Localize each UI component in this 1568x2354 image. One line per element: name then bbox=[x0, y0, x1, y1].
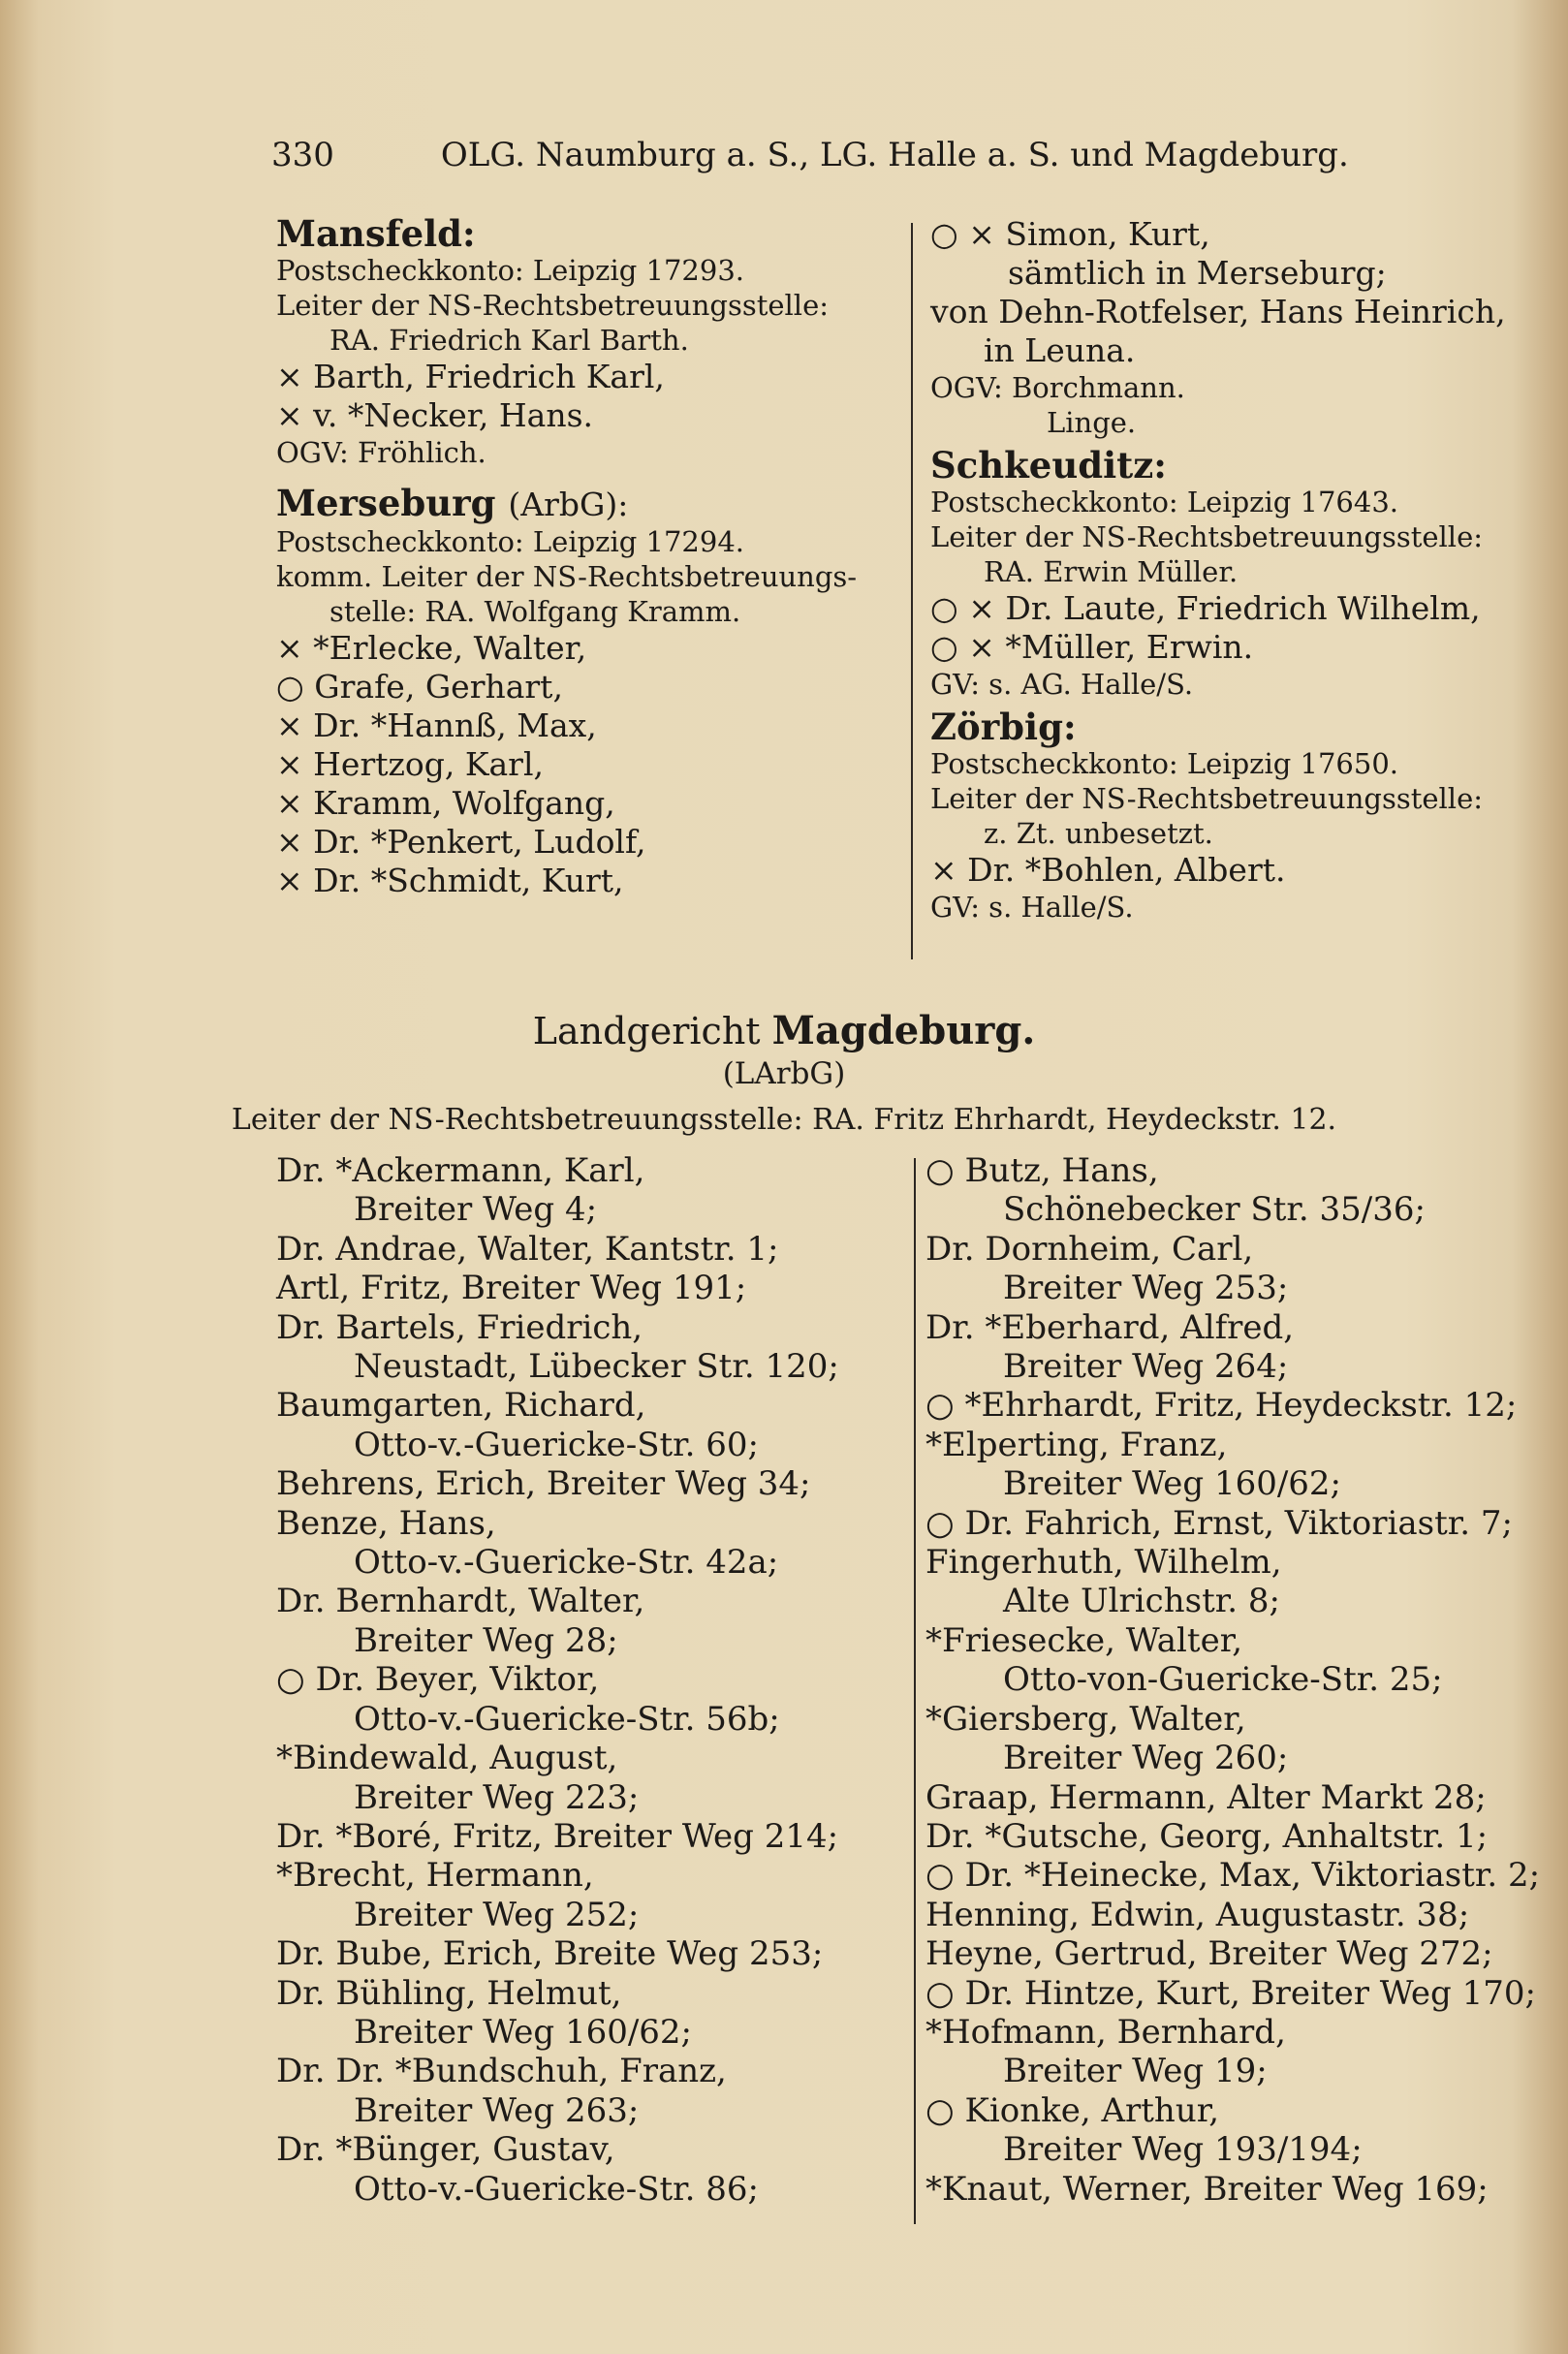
list-item: Dr. Bühling, Helmut, bbox=[276, 1973, 622, 2013]
list-item-continuation: Breiter Weg 19; bbox=[1003, 2052, 1268, 2091]
list-item: × Dr. *Bohlen, Albert. bbox=[930, 851, 1286, 889]
list-item: Baumgarten, Richard, bbox=[276, 1386, 646, 1426]
list-item-continuation: Alte Ulrichstr. 8; bbox=[1003, 1582, 1280, 1621]
list-item: ○ Grafe, Gerhart, bbox=[276, 668, 563, 706]
list-item: Dr. Bube, Erich, Breite Weg 253; bbox=[276, 1934, 824, 1974]
list-item-continuation: Breiter Weg 4; bbox=[354, 1190, 598, 1230]
list-item: × Dr. *Penkert, Ludolf, bbox=[276, 823, 646, 861]
list-item: × v. *Necker, Hans. bbox=[276, 396, 594, 434]
list-item: Fingerhuth, Wilhelm, bbox=[925, 1543, 1282, 1583]
list-item: Henning, Edwin, Augustastr. 38; bbox=[925, 1895, 1470, 1934]
text-line: Postscheckkonto: Leipzig 17650. bbox=[930, 747, 1398, 780]
page-number: 330 bbox=[271, 136, 334, 174]
list-item-continuation: Breiter Weg 160/62; bbox=[354, 2012, 693, 2052]
text-line: Leiter der NS-Rechtsbetreuungsstelle: bbox=[930, 782, 1484, 815]
section-heading-merseburg-name: Merseburg bbox=[276, 482, 496, 524]
list-item: Dr. Dornheim, Carl, bbox=[925, 1229, 1254, 1269]
list-item: *Friesecke, Walter, bbox=[925, 1620, 1243, 1660]
list-item-continuation: Breiter Weg 263; bbox=[354, 2090, 640, 2130]
left-top-column bbox=[276, 208, 896, 900]
list-item-continuation: Breiter Weg 252; bbox=[354, 1895, 640, 1934]
list-item: × Barth, Friedrich Karl, bbox=[276, 358, 665, 395]
list-item-continuation: Breiter Weg 193/194; bbox=[1003, 2130, 1363, 2170]
list-item: Heyne, Gertrud, Breiter Weg 272; bbox=[925, 1934, 1493, 1974]
list-item: Benze, Hans, bbox=[276, 1503, 496, 1543]
list-item: ○ Dr. Fahrich, Ernst, Viktoriastr. 7; bbox=[925, 1503, 1513, 1543]
section-subtitle: (LArbG) bbox=[722, 1056, 846, 1091]
gv-line: GV: s. AG. Halle/S. bbox=[930, 668, 1194, 701]
list-item: *Knaut, Werner, Breiter Weg 169; bbox=[925, 2169, 1489, 2209]
right-top-column bbox=[930, 215, 1531, 925]
section-heading-schkeuditz: Schkeuditz: bbox=[930, 444, 1167, 486]
list-item: *Giersberg, Walter, bbox=[925, 1699, 1246, 1739]
list-item: Dr. *Gutsche, Georg, Anhaltstr. 1; bbox=[925, 1816, 1489, 1856]
text-line: stelle: RA. Wolfgang Kramm. bbox=[329, 595, 741, 628]
section-title-name: Magdeburg. bbox=[771, 1008, 1036, 1053]
text-line: Leiter der NS-Rechtsbetreuungsstelle: bbox=[276, 289, 830, 322]
list-item-continuation: Breiter Weg 264; bbox=[1003, 1347, 1289, 1387]
list-item: ○ Kionke, Arthur, bbox=[925, 2090, 1220, 2130]
section-heading-zoerbig: Zörbig: bbox=[930, 706, 1077, 748]
list-item: × Dr. *Schmidt, Kurt, bbox=[276, 862, 624, 899]
section-heading-mansfeld: Mansfeld: bbox=[276, 212, 476, 255]
list-item-continuation: Otto-v.-Guericke-Str. 60; bbox=[354, 1425, 759, 1464]
running-title: OLG. Naumburg a. S., LG. Halle a. S. und Magdeburg. bbox=[440, 136, 1349, 174]
column-divider-top bbox=[911, 223, 913, 959]
list-item: Dr. Bernhardt, Walter, bbox=[276, 1582, 645, 1621]
list-item: × Kramm, Wolfgang, bbox=[276, 784, 615, 822]
list-item-continuation: in Leuna. bbox=[984, 331, 1136, 369]
ogv-line: OGV: Fröhlich. bbox=[276, 436, 486, 469]
list-item-continuation: Neustadt, Lübecker Str. 120; bbox=[354, 1347, 839, 1387]
list-item: × *Erlecke, Walter, bbox=[276, 629, 587, 667]
list-item-continuation: Breiter Weg 160/62; bbox=[1003, 1464, 1342, 1504]
list-item-continuation: Schönebecker Str. 35/36; bbox=[1003, 1190, 1426, 1230]
list-item: ○ × *Müller, Erwin. bbox=[930, 628, 1254, 666]
list-item: Artl, Fritz, Breiter Weg 191; bbox=[276, 1269, 747, 1308]
ogv-line: OGV: Borchmann. bbox=[930, 371, 1185, 404]
list-item: Dr. *Boré, Fritz, Breiter Weg 214; bbox=[276, 1816, 839, 1856]
list-item: von Dehn-Rotfelser, Hans Heinrich, bbox=[930, 293, 1506, 330]
list-item: Dr. *Ackermann, Karl, bbox=[276, 1151, 645, 1190]
text-line: Postscheckkonto: Leipzig 17293. bbox=[276, 254, 744, 287]
list-item: Graap, Hermann, Alter Markt 28; bbox=[925, 1777, 1487, 1817]
list-item: ○ *Ehrhardt, Fritz, Heydeckstr. 12; bbox=[925, 1386, 1518, 1426]
list-item: ○ Dr. Hintze, Kurt, Breiter Weg 170; bbox=[925, 1973, 1536, 2013]
list-item: ○ × Dr. Laute, Friedrich Wilhelm, bbox=[930, 589, 1481, 627]
list-item-continuation: Breiter Weg 260; bbox=[1003, 1739, 1289, 1778]
list-item: ○ Dr. Beyer, Viktor, bbox=[276, 1660, 600, 1700]
text-line: Postscheckkonto: Leipzig 17294. bbox=[276, 525, 744, 558]
list-item: *Hofmann, Bernhard, bbox=[925, 2012, 1286, 2052]
list-item-continuation: Breiter Weg 223; bbox=[354, 1777, 640, 1817]
page-header bbox=[271, 136, 1415, 174]
list-item-continuation: Otto-v.-Guericke-Str. 86; bbox=[354, 2169, 759, 2209]
list-item: Behrens, Erich, Breiter Weg 34; bbox=[276, 1464, 811, 1504]
list-item-continuation: sämtlich in Merseburg; bbox=[1008, 254, 1387, 292]
list-item: × Hertzog, Karl, bbox=[276, 745, 544, 783]
list-item: Dr. Andrae, Walter, Kantstr. 1; bbox=[276, 1229, 779, 1269]
text-line: Leiter der NS-Rechtsbetreuungsstelle: bbox=[930, 520, 1484, 553]
section-heading-merseburg-suffix: (ArbG): bbox=[508, 486, 629, 523]
text-line: RA. Erwin Müller. bbox=[984, 555, 1239, 588]
section-leader-line: Leiter der NS-Rechtsbetreuungsstelle: RA. Fritz Ehrhardt, Heydeckstr. 12. bbox=[231, 1103, 1337, 1137]
section-title-prefix: Landgericht bbox=[532, 1010, 761, 1052]
text-line: z. Zt. unbesetzt. bbox=[984, 817, 1213, 850]
list-item: ○ Butz, Hans, bbox=[925, 1151, 1159, 1190]
text-line: RA. Friedrich Karl Barth. bbox=[329, 324, 689, 357]
list-item: ○ Dr. *Heinecke, Max, Viktoriastr. 2; bbox=[925, 1856, 1541, 1896]
section-title-magdeburg bbox=[0, 1008, 1568, 1053]
section-heading-merseburg bbox=[276, 484, 896, 524]
text-line: komm. Leiter der NS-Rechtsbetreuungs- bbox=[276, 560, 858, 593]
list-item-continuation: Breiter Weg 253; bbox=[1003, 1269, 1289, 1308]
list-item: *Elperting, Franz, bbox=[925, 1425, 1228, 1464]
list-item: Dr. *Eberhard, Alfred, bbox=[925, 1307, 1295, 1347]
list-item-continuation: Otto-v.-Guericke-Str. 42a; bbox=[354, 1543, 779, 1583]
list-item: Dr. Dr. *Bundschuh, Franz, bbox=[276, 2052, 727, 2091]
right-bottom-column bbox=[925, 1151, 1546, 2209]
list-item-continuation: Otto-v.-Guericke-Str. 56b; bbox=[354, 1699, 780, 1739]
list-item: *Brecht, Hermann, bbox=[276, 1856, 594, 1896]
list-item: ○ × Simon, Kurt, bbox=[930, 215, 1210, 253]
list-item: × Dr. *Hannß, Max, bbox=[276, 706, 597, 744]
list-item-continuation: Otto-von-Guericke-Str. 25; bbox=[1003, 1660, 1443, 1700]
text-line: Postscheckkonto: Leipzig 17643. bbox=[930, 486, 1398, 518]
gv-line: GV: s. Halle/S. bbox=[930, 891, 1134, 924]
left-bottom-column bbox=[276, 1151, 906, 2209]
column-divider-bottom bbox=[914, 1158, 916, 2224]
list-item-continuation: Breiter Weg 28; bbox=[354, 1620, 618, 1660]
ogv-line: Linge. bbox=[1047, 406, 1137, 439]
list-item: Dr. *Bünger, Gustav, bbox=[276, 2130, 615, 2170]
list-item: *Bindewald, August, bbox=[276, 1739, 618, 1778]
list-item: Dr. Bartels, Friedrich, bbox=[276, 1307, 643, 1347]
